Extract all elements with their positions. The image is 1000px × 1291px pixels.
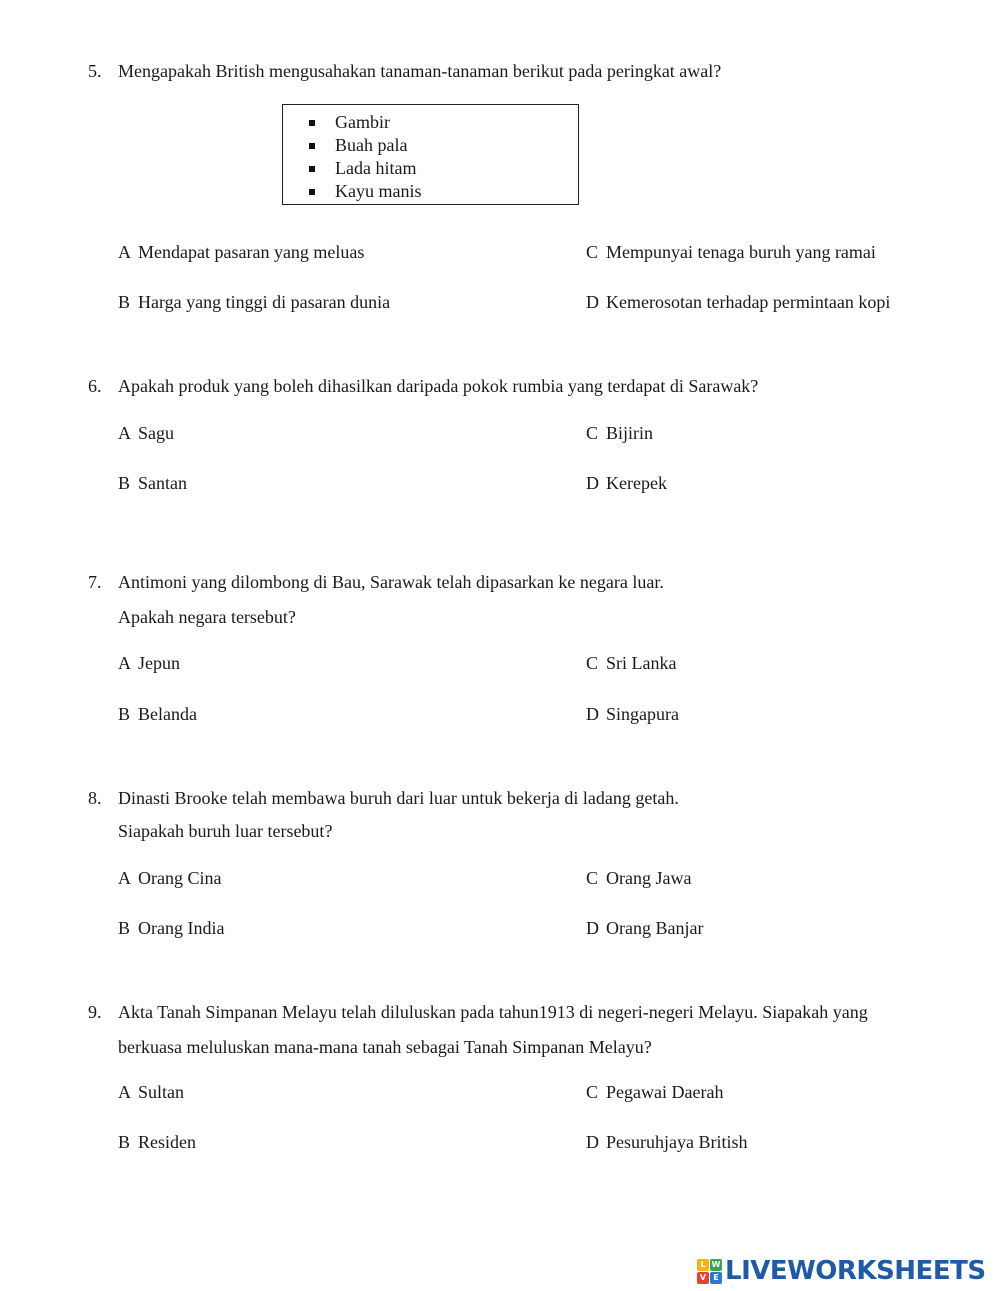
answer-option-9b[interactable]: B Residen (118, 1132, 196, 1152)
question-6-number: 6. (88, 376, 102, 396)
question-6-text: Apakah produk yang boleh dihasilkan daripada pokok rumbia yang terdapat di Sarawak? (118, 376, 759, 396)
logo-tile: V (697, 1272, 709, 1284)
bullet-icon (309, 166, 315, 172)
question-5-number: 5. (88, 61, 102, 81)
logo-tile: E (710, 1272, 722, 1284)
answer-option-8c[interactable]: C Orang Jawa (586, 868, 692, 888)
question-9-number: 9. (88, 1002, 102, 1022)
answer-option-8a[interactable]: A Orang Cina (118, 868, 222, 888)
answer-option-5c[interactable]: C Mempunyai tenaga buruh yang ramai (586, 242, 876, 262)
list-item: Gambir (309, 111, 421, 134)
answer-option-7c[interactable]: C Sri Lanka (586, 653, 677, 673)
question-7-text-line-2: Apakah negara tersebut? (118, 607, 296, 627)
list-item: Kayu manis (309, 180, 421, 203)
answer-option-5d[interactable]: D Kemerosotan terhadap permintaan kopi (586, 292, 891, 312)
question-7-number: 7. (88, 572, 102, 592)
question-8-text-line-2: Siapakah buruh luar tersebut? (118, 821, 333, 841)
answer-option-8b[interactable]: B Orang India (118, 918, 225, 938)
answer-option-7d[interactable]: D Singapura (586, 704, 679, 724)
question-7-text-line-1: Antimoni yang dilombong di Bau, Sarawak telah dipasarkan ke negara luar. (118, 572, 664, 592)
answer-option-6c[interactable]: C Bijirin (586, 423, 654, 443)
question-8-number: 8. (88, 788, 102, 808)
logo-tile: L (697, 1259, 709, 1271)
logo-tile: W (711, 1259, 721, 1269)
liveworksheets-logo-icon (697, 1259, 722, 1284)
answer-option-8d[interactable]: D Orang Banjar (586, 918, 704, 938)
answer-option-9d[interactable]: D Pesuruhjaya British (586, 1132, 748, 1152)
bullet-icon (309, 143, 315, 149)
answer-option-7b[interactable]: B Belanda (118, 704, 197, 724)
bullet-icon (309, 189, 315, 195)
answer-option-5b[interactable]: B Harga yang tinggi di pasaran dunia (118, 292, 391, 312)
liveworksheets-logo[interactable] (697, 1256, 986, 1286)
question-9-text-line-1: Akta Tanah Simpanan Melayu telah diluluskan pada tahun1913 di negeri-negeri Melayu. Siapakah yang (118, 1002, 868, 1022)
crop-list-box (282, 104, 579, 205)
answer-option-7a[interactable]: A Jepun (118, 653, 180, 673)
question-8-text-line-1: Dinasti Brooke telah membawa buruh dari luar untuk bekerja di ladang getah. (118, 788, 679, 808)
answer-option-6a[interactable]: A Sagu (118, 423, 174, 443)
list-item: Lada hitam (309, 157, 421, 180)
list-item: Buah pala (309, 134, 421, 157)
answer-option-6d[interactable]: D Kerepek (586, 473, 667, 493)
liveworksheets-logo-text: LIVEWORKSHEETS (725, 1256, 986, 1286)
answer-option-9a[interactable]: A Sultan (118, 1082, 185, 1102)
answer-option-5a[interactable]: A Mendapat pasaran yang meluas (118, 242, 365, 262)
question-9-text-line-2: berkuasa meluluskan mana-mana tanah sebagai Tanah Simpanan Melayu? (118, 1037, 652, 1057)
bullet-icon (309, 120, 315, 126)
answer-option-9c[interactable]: C Pegawai Daerah (586, 1082, 724, 1102)
answer-option-6b[interactable]: B Santan (118, 473, 187, 493)
question-5-text: Mengapakah British mengusahakan tanaman-tanaman berikut pada peringkat awal? (118, 61, 722, 81)
